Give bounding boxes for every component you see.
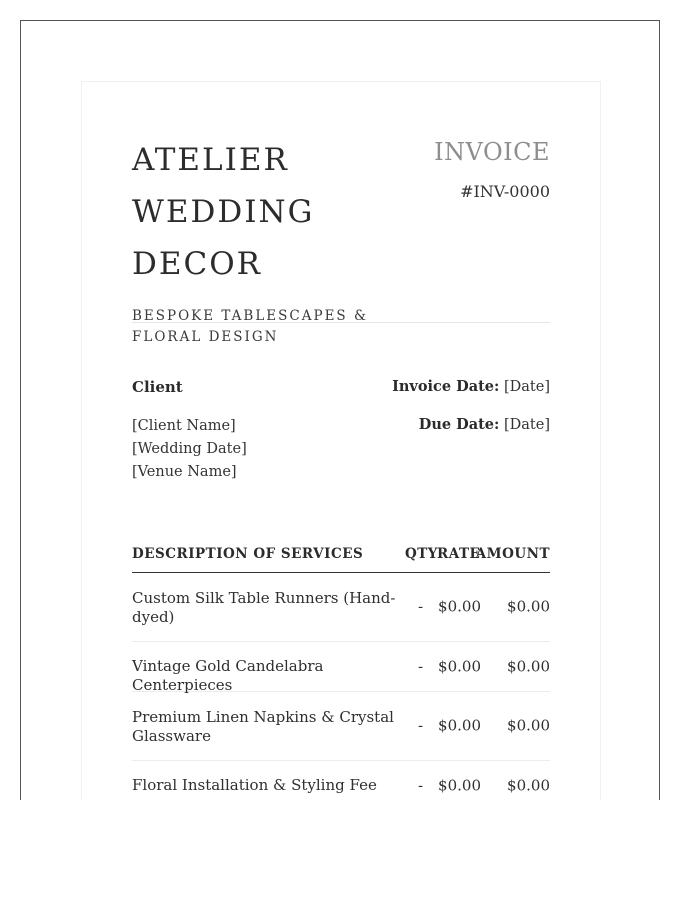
- row-description: Floral Installation & Styling Fee: [132, 776, 377, 794]
- row-rate: $0.00: [438, 716, 481, 735]
- row-description: Custom Silk Table Runners (Hand-dyed): [132, 589, 396, 626]
- row-qty: -: [418, 716, 424, 735]
- row-rate: $0.00: [438, 597, 481, 616]
- table-row: [132, 761, 550, 800]
- invoice-date-label: Invoice Date:: [392, 378, 500, 395]
- client-name: [Client Name]: [132, 418, 236, 434]
- row-description: Premium Linen Napkins & Crystal Glassware: [132, 708, 394, 745]
- company-name-line1: ATELIER: [132, 142, 289, 178]
- invoice-date-value: [Date]: [504, 379, 550, 395]
- invoice-title: INVOICE: [434, 138, 550, 166]
- row-qty: -: [418, 657, 424, 675]
- company-tagline: BESPOKE TABLESCAPES & FLORAL DESIGN: [132, 308, 368, 345]
- header-description: DESCRIPTION OF SERVICES: [132, 546, 364, 562]
- invoice-sheet: [81, 81, 601, 800]
- client-wedding-date: [Wedding Date]: [132, 441, 247, 457]
- header-divider: [132, 322, 550, 323]
- row-rate: $0.00: [438, 657, 481, 675]
- row-description: Vintage Gold Candelabra Centerpieces: [132, 657, 324, 694]
- document-frame: [20, 20, 660, 800]
- invoice-number: #INV-0000: [460, 182, 550, 201]
- items-table-body: [132, 573, 550, 800]
- company-brand: [132, 134, 452, 348]
- due-date-row: [392, 416, 550, 434]
- header-amount: AMOUNT: [475, 546, 550, 562]
- table-row: [132, 692, 550, 761]
- row-amount: $0.00: [507, 776, 550, 794]
- header-rate: RATE: [437, 546, 481, 562]
- client-details: [132, 415, 247, 484]
- invoice-dates: [392, 378, 550, 434]
- row-amount: $0.00: [507, 597, 550, 616]
- invoice-date-row: [392, 378, 550, 396]
- row-qty: -: [418, 597, 424, 616]
- client-venue: [Venue Name]: [132, 464, 237, 480]
- table-row: [132, 642, 550, 692]
- company-name-line2: WEDDING DECOR: [132, 194, 315, 282]
- header-qty: QTY: [405, 546, 438, 562]
- row-qty: -: [418, 776, 424, 794]
- client-label: Client: [132, 378, 183, 396]
- items-table-header: [132, 544, 550, 573]
- due-date-value: [Date]: [504, 417, 550, 433]
- row-amount: $0.00: [507, 716, 550, 735]
- due-date-label: Due Date:: [418, 416, 500, 433]
- invoice-header: [434, 137, 550, 202]
- row-amount: $0.00: [507, 657, 550, 675]
- row-rate: $0.00: [438, 776, 481, 794]
- company-name: [132, 134, 452, 290]
- table-row: [132, 573, 550, 642]
